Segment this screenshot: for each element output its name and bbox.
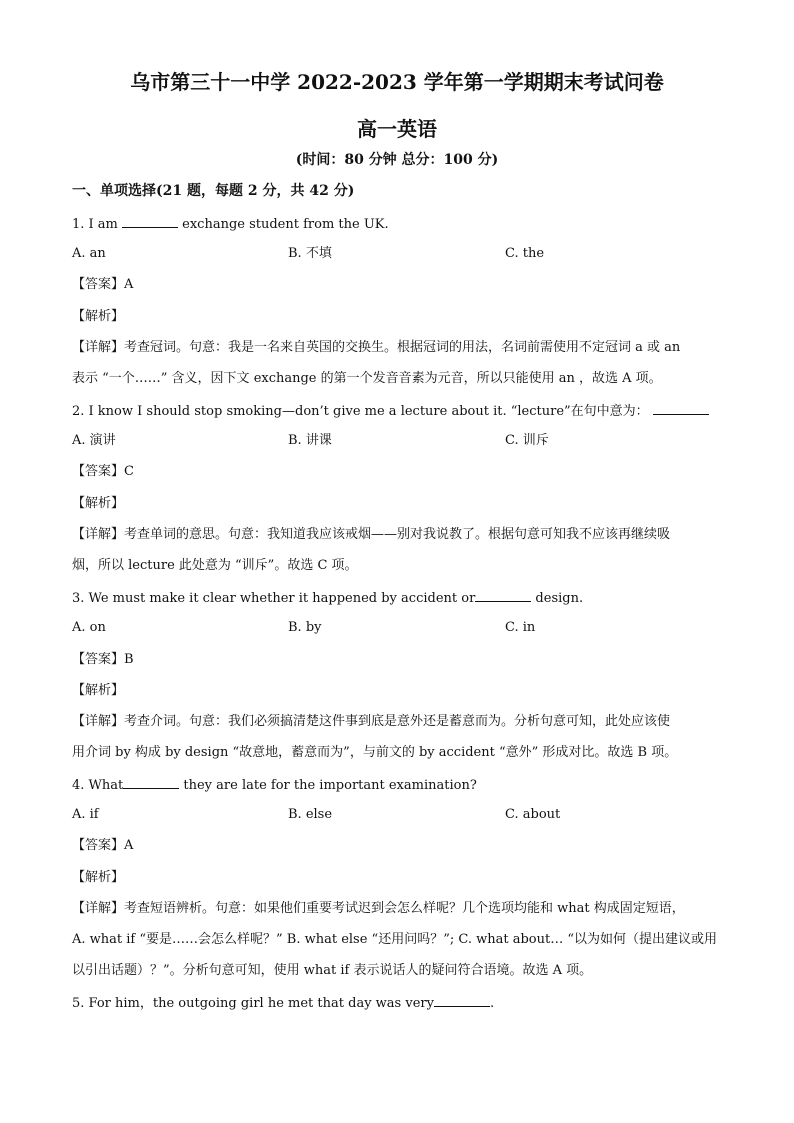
- question-2-stem: [72, 401, 709, 421]
- question-1-analysis: 【解析】: [72, 309, 125, 324]
- question-5-stem-before: 5. For him，the outgoing girl he met that day was very: [72, 996, 434, 1011]
- question-4-stem-after: they are late for the important examination?: [179, 778, 477, 793]
- exam-info: (时间：80 分钟 总分：100 分): [295, 152, 499, 168]
- question-1-stem-before: 1. I am: [72, 217, 123, 232]
- exam-title: 乌市第三十一中学 2022-2023 学年第一学期期末考试问卷: [130, 70, 664, 94]
- question-1-option-b: B. 不填: [288, 246, 332, 261]
- answer-blank: [475, 588, 531, 602]
- question-4-detail-line-1: 【详解】考查短语辨析。句意：如果他们重要考试迟到会怎么样呢？几个选项均能和 what 构成固定短语，: [72, 901, 685, 916]
- question-1-option-c: C. the: [505, 246, 545, 261]
- question-2-option-b: B. 讲课: [288, 433, 332, 448]
- question-2-detail-line-2: 烟，所以 lecture 此处意为 “训斥”。故选 C 项。: [72, 558, 358, 573]
- question-5-stem-after: .: [489, 996, 495, 1011]
- question-1-stem-after: exchange student from the UK.: [178, 217, 389, 232]
- answer-blank: [653, 401, 709, 415]
- question-4-option-a: A. if: [72, 807, 99, 822]
- answer-blank: [123, 775, 179, 789]
- question-4-option-b: B. else: [288, 807, 333, 822]
- question-3-option-a: A. on: [72, 620, 106, 635]
- question-4-answer: 【答案】A: [72, 838, 134, 853]
- question-2-analysis: 【解析】: [72, 496, 125, 511]
- question-2-stem-text: 2. I know I should stop smoking—don’t give me a lecture about it. “lecture”在句中意为：: [72, 404, 649, 419]
- question-1-detail-line-1: 【详解】考查冠词。句意：我是一名来自英国的交换生。根据冠词的用法，名词前需使用不定冠词 a 或 an: [72, 340, 681, 355]
- question-1-answer: 【答案】A: [72, 277, 134, 292]
- question-3-stem-after: design.: [531, 591, 584, 606]
- question-4-stem-before: 4. What: [72, 778, 124, 793]
- question-5-stem: [72, 993, 494, 1013]
- question-1-option-a: A. an: [72, 246, 106, 261]
- question-4-option-c: C. about: [505, 807, 561, 822]
- question-3-answer: 【答案】B: [72, 652, 134, 667]
- question-3-detail-line-1: 【详解】考查介词。句意：我们必须搞清楚这件事到底是意外还是蓄意而为。分析句意可知，此处应该使: [72, 714, 671, 729]
- question-4-analysis: 【解析】: [72, 870, 125, 885]
- exam-subject: 高一英语: [357, 117, 437, 141]
- question-3-option-b: B. by: [288, 620, 322, 635]
- question-2-option-a: A. 演讲: [72, 433, 116, 448]
- question-4-stem: [72, 775, 477, 795]
- question-3-stem: [72, 588, 583, 608]
- question-3-stem-before: 3. We must make it clear whether it happened by accident or: [72, 591, 476, 606]
- question-3-option-c: C. in: [505, 620, 536, 635]
- section-heading: 一、单项选择(21 题，每题 2 分，共 42 分): [72, 183, 355, 199]
- question-3-analysis: 【解析】: [72, 683, 125, 698]
- question-1-detail-line-2: 表示 “一个……” 含义，因下文 exchange 的第一个发音音素为元音，所以只能使用 an ，故选 A 项。: [72, 371, 662, 386]
- question-2-option-c: C. 训斥: [505, 433, 549, 448]
- question-1-stem: [72, 214, 389, 234]
- question-4-detail-line-2: A. what if “要是……会怎么样呢？” B. what else “还用问吗？”; C. what about… “以为如何（提出建议或用: [72, 932, 717, 947]
- question-3-detail-line-2: 用介词 by 构成 by design “故意地，蓄意而为”，与前文的 by accident “意外” 形成对比。故选 B 项。: [72, 745, 678, 760]
- answer-blank: [434, 993, 490, 1007]
- question-2-answer: 【答案】C: [72, 464, 134, 479]
- question-4-detail-line-3: 以引出话题）？”。分析句意可知，使用 what if 表示说话人的疑问符合语境。故选 A 项。: [72, 963, 593, 978]
- question-2-detail-line-1: 【详解】考查单词的意思。句意：我知道我应该戒烟——别对我说教了。根据句意可知我不应该再继续吸: [72, 527, 671, 542]
- answer-blank: [122, 214, 178, 228]
